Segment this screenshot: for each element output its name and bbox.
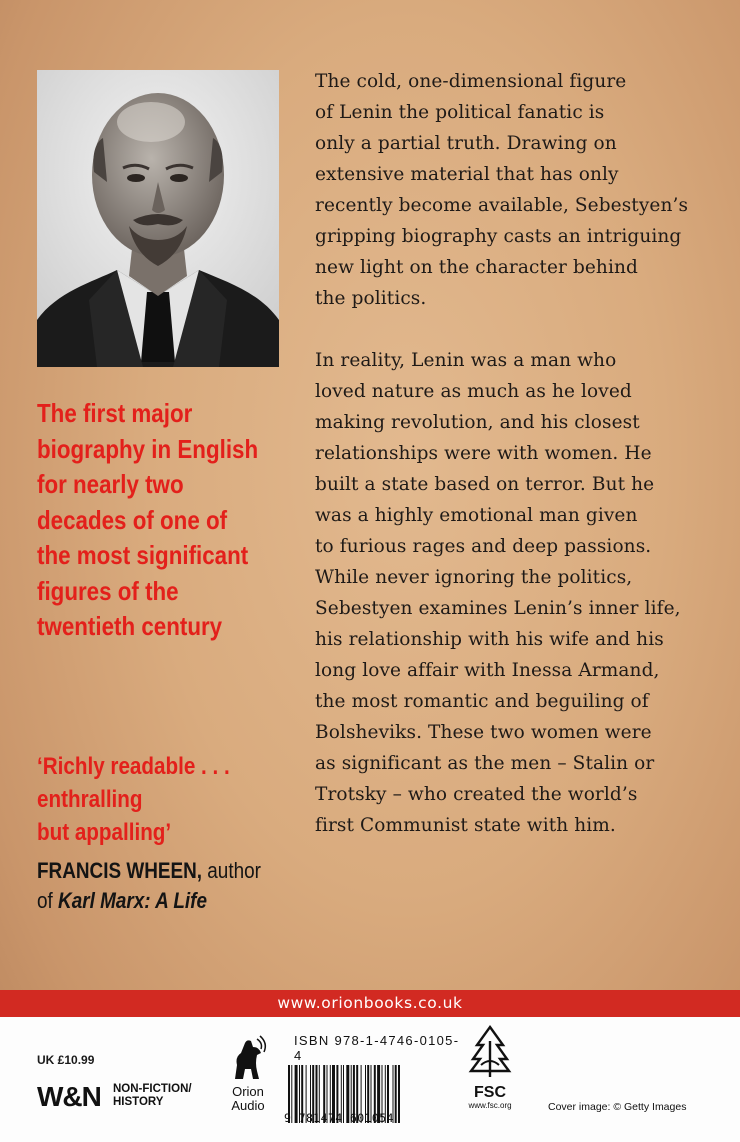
blurb-line: extensive material that has only [315,164,619,185]
blurb-line: built a state based on terror. But he [315,474,655,495]
book-description [315,66,715,841]
blurb-line: The cold, one-dimensional figure [315,71,627,92]
tagline-line: twentieth century [37,611,223,641]
tagline-line: for nearly two [37,469,184,499]
orion-audio-line: Audio [231,1098,265,1113]
blurb-line: making revolution, and his closest [315,412,640,433]
blurb-line: relationships were with women. He [315,443,652,464]
quote-line: enthralling [37,786,143,813]
blurb-line: as significant as the men – Stalin or [315,753,655,774]
website-bar [0,990,740,1017]
cover-image-credit: Cover image: © Getty Images [548,1101,687,1113]
publisher-logo-icon: W&N [37,1081,101,1112]
website-link[interactable]: www.orionbooks.co.uk [277,994,463,1012]
tagline-line: biography in English [37,433,259,464]
blurb-line: While never ignoring the politics, [315,567,633,588]
blurb-line: new light on the character behind [315,257,638,278]
barcode-block [284,1033,460,1129]
blurb-line: first Communist state with him. [315,815,616,836]
description-paragraph-1 [315,66,715,314]
quote-line: but appalling’ [37,819,172,846]
category-line: NON-FICTION/ [113,1083,192,1095]
blurb-line: the politics. [315,288,427,309]
blurb-line: recently become available, Sebestyen’s [315,195,689,216]
tagline [37,396,286,645]
quote-attribution [37,856,286,916]
blurb-line: Bolsheviks. These two women were [315,722,652,743]
tagline-line: decades of one of [37,504,228,535]
category-line: HISTORY [113,1096,164,1108]
blurb-line: was a highly emotional man given [315,505,638,526]
quote-line: ‘Richly readable . . . [37,753,230,780]
blurb-line: loved nature as much as he loved [315,381,632,402]
blurb-line: to furious rages and deep passions. [315,536,652,557]
isbn-text: ISBN 978-1-4746-0105-4 [294,1033,460,1063]
tagline-line: figures of the [37,575,179,606]
fsc-label: FSC [474,1084,506,1101]
blurb-line: Trotsky – who created the world’s [315,784,638,805]
category-label [113,1083,192,1109]
reviewer-work-title: Karl Marx: A Life [58,888,207,913]
blurb-line: In reality, Lenin was a man who [315,350,617,371]
blurb-line: Sebestyen examines Lenin’s inner life, [315,598,681,619]
blurb-line: of Lenin the political fanatic is [315,102,605,123]
description-paragraph-2 [315,345,715,841]
author-subject-portrait [37,70,279,367]
lenin-portrait-icon [37,70,279,367]
orion-audio-line: Orion [232,1084,264,1099]
tagline-line: The first major [37,398,193,428]
orion-audio-logo [218,1035,278,1113]
blurb-line: his relationship with his wife and his [315,629,664,650]
tagline-line: the most significant [37,540,249,570]
blurb-line: long love affair with Inessa Armand, [315,660,660,681]
orion-dog-icon [227,1035,269,1081]
reviewer-name: FRANCIS WHEEN, [37,858,203,883]
blurb-line: only a partial truth. Drawing on [315,133,617,154]
fsc-url: www.fsc.org [468,1101,512,1110]
fsc-logo [462,1023,518,1110]
review-quote [37,750,286,849]
blurb-line: gripping biography casts an intriguing [315,226,682,247]
footer-panel [0,1017,740,1142]
reviewer-role: author [202,858,261,883]
barcode-digits: 9 781474 601054 [284,1111,394,1125]
blurb-line: the most romantic and beguiling of [315,691,649,712]
fsc-tree-icon [467,1023,513,1081]
attribution-prefix: of [37,888,59,913]
price-label: UK £10.99 [37,1053,95,1067]
